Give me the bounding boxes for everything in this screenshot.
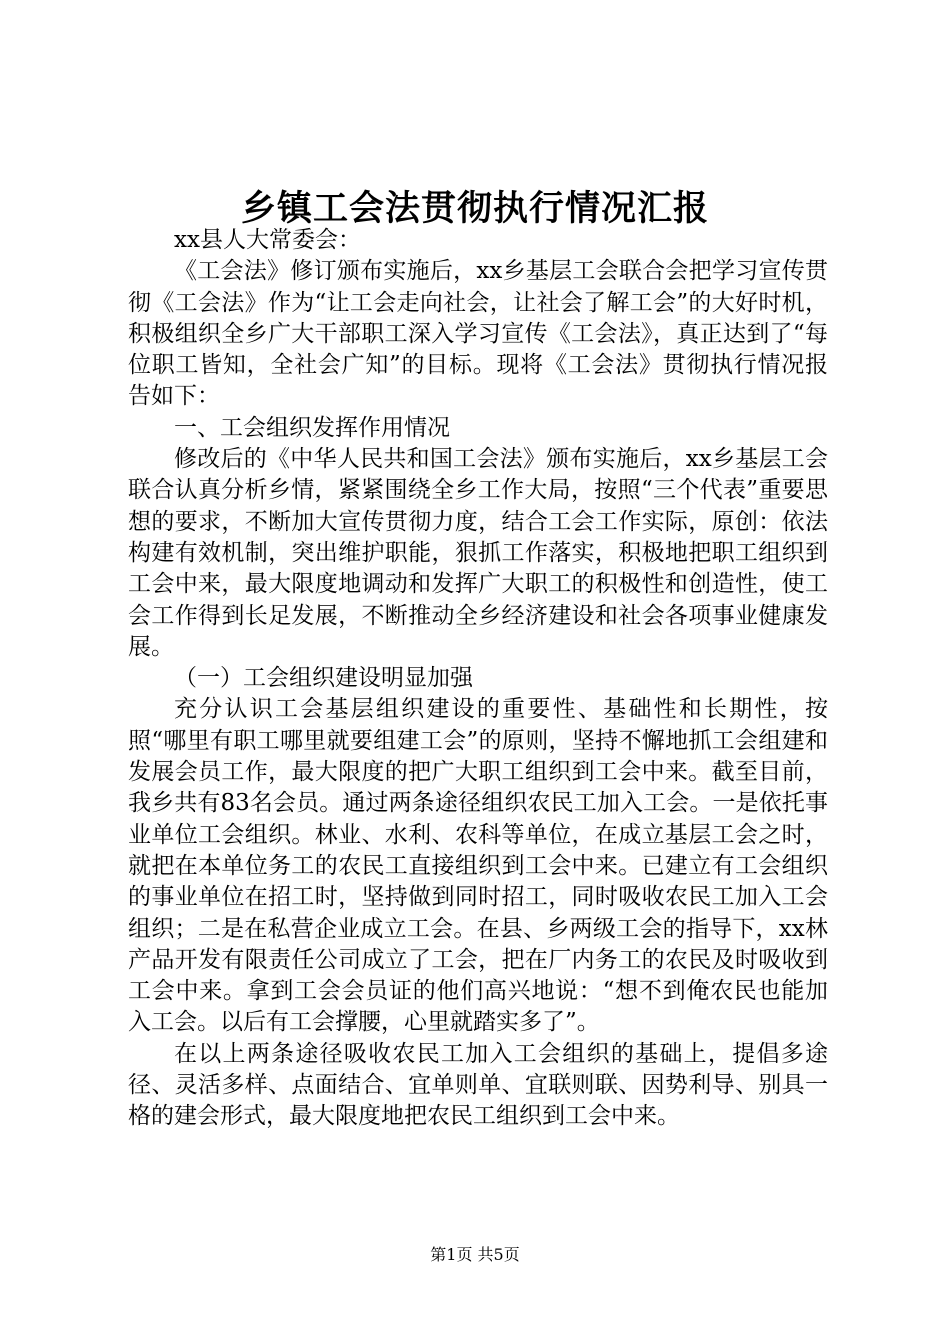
body-paragraph: 修改后的《中华人民共和国工会法》颁布实施后，xx乡基层工会联合认真分析乡情，紧紧围绕全乡工作大局，按照“三个代表”重要思想的要求，不断加大宣传贯彻力度，结合工会工作实际，原创：依法构建有效机制，突出维护职能，狠抓工作落实，积极地把职工组织到工会中来，最大限度地调动和发挥广大职工的积极性和创造性，使工会工作得到长足发展，不断推动全乡经济建设和社会各项事业健康发展。 <box>128 446 828 660</box>
salutation: xx县人大常委会： <box>174 227 361 253</box>
document-body <box>128 225 828 1133</box>
page-number: 第1页 共5页 <box>430 1245 520 1264</box>
subsection-heading-1: （一）工会组织建设明显加强 <box>174 665 473 692</box>
intro-paragraph: 《工会法》修订颁布实施后，xx乡基层工会联合会把学习宣传贯彻《工会法》作为“让工会走向社会，让社会了解工会”的大好时机，积极组织全乡广大干部职工深入学习宣传《工会法》，真正达到了“每位职工皆知，全社会广知”的目标。现将《工会法》贯彻执行情况报告如下： <box>128 258 828 410</box>
body-paragraph: 充分认识工会基层组织建设的重要性、基础性和长期性，按照“哪里有职工哪里就要组建工会”的原则，坚持不懈地抓工会组建和发展会员工作，最大限度的把广大职工组织到工会中来。截至目前，我乡共有83名会员。通过两条途径组织农民工加入工会。一是依托事业单位工会组织。林业、水利、农科等单位，在成立基层工会之时，就把在本单位务工的农民工直接组织到工会中来。已建立有工会组织的事业单位在招工时，坚持做到同时招工，同时吸收农民工加入工会组织；二是在私营企业成立工会。在县、乡两级工会的指导下，xx林产品开发有限责任公司成立了工会，把在厂内务工的农民及时吸收到工会中来。拿到工会会员证的他们高兴地说：“想不到俺农民也能加入工会。以后有工会撑腰，心里就踏实多了”。 <box>128 696 828 1036</box>
section-heading-1: 一、工会组织发挥作用情况 <box>174 414 450 441</box>
document-title: 乡镇工会法贯彻执行情况汇报 <box>240 188 709 229</box>
body-paragraph: 在以上两条途径吸收农民工加入工会组织的基础上，提倡多途径、灵活多样、点面结合、宜单则单、宜联则联、因势利导、别具一格的建会形式，最大限度地把农民工组织到工会中来。 <box>128 1040 828 1130</box>
